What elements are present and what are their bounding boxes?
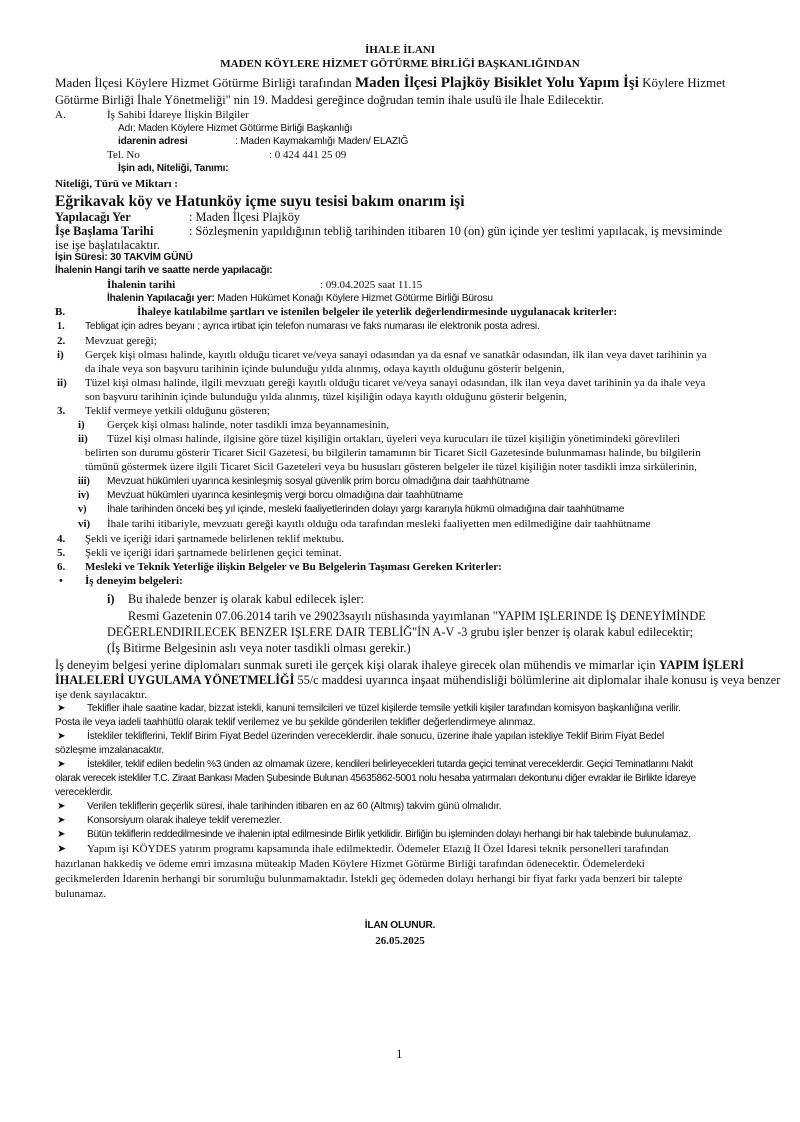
item-number: i) [78, 419, 85, 431]
start-value: : Sözleşmenin yapıldığının tebliğ tarihinden itibaren 10 (on) gün içinde yer teslimi yapılacak, iş mevsiminde [189, 224, 723, 238]
item-text: Gerçek kişi olması halinde, kayıtlı olduğu ticaret ve/veya sanayi odasından ya da esnaf ve sanatkâr odasından, ilk ilan veya davet tarihinin ya [85, 349, 707, 361]
note-item [57, 704, 681, 714]
place-label: Yapılacağı Yer [55, 210, 131, 224]
item-text: Teklif vermeye yetkili olduğunu gösteren; [85, 405, 270, 417]
note-text: Posta ile veya iadeli taahhütlü olarak teklif verilemez ve bu şekilde gönderilen teklifler değerlendirmeye alınmaz. [55, 717, 536, 728]
item-text: Şekli ve içeriği idari şartnamede belirlenen teklif mektubu. [85, 533, 345, 545]
work-name-label: İşin adı, Niteliği, Tanımı: [118, 163, 229, 174]
document-title: İHALE İLANI [365, 44, 435, 56]
note-item [57, 732, 664, 742]
note-text: Bütün tekliflerin reddedilmesinde ve ihalenin iptal edilmesinde Birlik yetkilidir. Birliğin bu işleminden dolayı herhangi bir hak talebinde bulunulamaz. [87, 829, 691, 840]
item-number: ii) [78, 433, 88, 445]
item-text: Mesleki ve Teknik Yeterliğe ilişkin Belgeler ve Bu Belgelerin Taşıması Gereken Kriterler: [85, 561, 502, 573]
item-text: tümünü göstermek üzere ilgili Ticaret Sicil Gazeteleri veya bu hususları gösteren belgeler ile tüzel kişiliğin noter tasdikli imza sirkülerinin, [85, 461, 697, 473]
item-number: i) [107, 592, 115, 606]
gazette-text: (İş Bitirme Belgesinin aslı veya noter tasdikli olması gerekir.) [107, 641, 411, 655]
item-text: Mevzuat gereği; [85, 335, 157, 347]
item-text: İş deneyim belgeleri: [85, 575, 183, 587]
tender-place-label: İhalenin Yapılacağı yer: [107, 293, 215, 304]
item-number: 6. [57, 561, 66, 573]
arrow-bullet-icon: ➤ [57, 815, 66, 826]
gazette-text: DEĞERLENDIRILECEK BENZER IŞLERE DAIR TEBLİĞ"İN A-V -3 grubu işler benzer iş olarak kabul edilecektir; [107, 625, 694, 639]
note-item [57, 760, 693, 770]
item-number: i) [57, 349, 64, 361]
item-number: 5. [57, 547, 66, 559]
note-text: Verilen tekliflerin geçerlik süresi, ihale tarihinden itibaren en az 60 (Altmış) takvim günü olmalıdır. [87, 801, 502, 812]
section-a-heading: İş Sahibi İdareye İlişkin Bilgiler [107, 109, 249, 121]
note-text: Yapım işi KÖYDES yatırım programı kapsamında ihale edilmektedir. Ödemeler Elazığ İl Özel İdaresi teknik personelleri tarafından [87, 843, 669, 855]
note-text: olarak verecek istekliler T.C. Ziraat Bankası Maden Şubesinde Bulunan 45635862-5001 nolu hesaba yatırmaları dekontunu diğer evraklar ile Birlikte İdareye [55, 773, 696, 784]
note-text: hazırlanan hakkediş ve ödeme emri imzasına müteakip Maden Köylere Hizmet Götürme Birliği tarafından ödenecektir. Ödemelerdeki [55, 858, 645, 870]
item-number: 4. [57, 533, 66, 545]
intro-text: Maden İlçesi Köylere Hizmet Götürme Birliği tarafından [55, 75, 355, 90]
item-number: 2. [57, 335, 66, 347]
item-text: Mevzuat hükümleri uyarınca kesinleşmiş sosyal güvenlik prim borcu olmadığına dair taahhütname [107, 476, 530, 487]
experience-text-part: İş deneyim belgesi yerine diplomaları sunmak sureti ile gerçek kişi olarak ihaleye girecek olan mühendis ve mimarlar için [55, 658, 659, 672]
tel-value: : 0 424 441 25 09 [269, 149, 347, 161]
note-item [57, 802, 501, 812]
item-text: belirten son durumu gösterir Ticaret Sicil Gazetesi, bu bilgilerin tamamının bir Ticaret Sicil Gazetesinde bulunmaması halinde, bu bilgilerin [85, 447, 701, 459]
page-number: 1 [396, 1046, 403, 1061]
work-title: Eğrikavak köy ve Hatunköy içme suyu tesisi bakım onarım işi [55, 193, 465, 210]
gazette-text: Resmi Gazetenin 07.06.2014 tarih ve 29023sayılı nüshasında yayımlanan "YAPIM IŞLERINDE İŞ DENEYİMİNDE [128, 609, 706, 623]
authority-name: Adı: Maden Köylere Hizmet Götürme Birliği Başkanlığı [118, 123, 353, 134]
tender-date-value: : 09.04.2025 saat 11.15 [320, 279, 423, 291]
note-text: Teklifler ihale saatine kadar, bizzat istekli, kanuni temsilcileri ve tüzel kişilerde temsile yetkili kişiler tarafından komisyon başkanlığına verilir. [87, 703, 681, 714]
item-number: ii) [57, 377, 67, 389]
start-value-cont: ise işe başlatılacaktır. [55, 238, 160, 252]
document-subtitle: MADEN KÖYLERE HİZMET GÖTÜRME BİRLİĞİ BAŞKANLIĞINDAN [220, 58, 580, 70]
address-value: : Maden Kaymakamlığı Maden/ ELAZIĞ [235, 136, 409, 147]
section-b-marker: B. [55, 306, 66, 318]
arrow-bullet-icon: ➤ [57, 703, 66, 714]
arrow-bullet-icon: ➤ [57, 731, 66, 742]
item-text: da ihale veya son başvuru tarihinin içinde bulunduğu yılda alınmış, odaya kayıtlı olduğunu gösterir belgenin, [85, 363, 565, 375]
note-item [57, 830, 691, 840]
note-text: İstekliler tekliflerini, Teklif Birim Fiyat Bedel üzerinden vereceklerdir. ihale sonucu, üzerine ihale yapılan istekliye Teklif Birim Fiyat Bedel [87, 731, 665, 742]
item-text: Tüzel kişi olması halinde, ilgili mevzuatı gereği kayıtlı olduğu ticaret ve/veya sanayi odasından, ilk ilan veya davet tarihinin ya da ihale veya [85, 377, 706, 389]
intro-text-cont: Köylere Hizmet [638, 75, 726, 90]
item-number: iii) [78, 476, 90, 487]
bullet-icon: • [59, 575, 63, 587]
item-number: v) [78, 504, 87, 515]
start-label: İşe Başlama Tarihi [55, 224, 154, 238]
item-number: iv) [78, 490, 90, 501]
intro-line-1 [55, 76, 726, 91]
tender-place [107, 294, 493, 304]
address-label: idarenin adresi [118, 136, 188, 147]
item-text: son başvuru tarihinin içinde bulunduğu yılda alınmış, tüzel kişiliğin odaya kayıtlı olduğunu gösterir belgenin, [85, 391, 567, 403]
note-text: bulunamaz. [55, 888, 107, 900]
note-text: sözleşme imzalanacaktır. [55, 745, 165, 756]
arrow-bullet-icon: ➤ [57, 843, 67, 855]
item-text: İhale tarihi itibariyle, mevzuatı gereği kayıtlı olduğu oda tarafından mesleki faaliyetten men edilmediğine dair taahhütname [107, 518, 651, 530]
note-text: İstekliler, teklif edilen bedelin %3 ünden az olmamak üzere, kendileri belirleyecekleri tutarda geçici teminat vereceklerdir. Geçici Teminatlarını Nakit [87, 759, 693, 770]
item-text: Şekli ve içeriği idari şartnamede belirlenen geçici teminat. [85, 547, 342, 559]
note-item [57, 816, 282, 826]
arrow-bullet-icon: ➤ [57, 759, 66, 770]
section-a-marker: A. [55, 109, 66, 121]
item-number: vi) [78, 518, 91, 530]
project-name: Maden İlçesi Plajköy Bisiklet Yolu Yapım İşi [354, 75, 639, 91]
item-text: Tebligat için adres beyanı ; ayrıca irtibat için telefon numarası ve faks numarası ile elektronik posta adresi. [85, 321, 540, 332]
item-number: 1. [57, 321, 65, 332]
announcement-date: 26.05.2025 [375, 935, 425, 947]
experience-text: işe denk sayılacaktır. [55, 689, 147, 701]
item-number: 3. [57, 405, 66, 417]
work-duration: İşin Süresi: 30 TAKVİM GÜNÜ [55, 252, 193, 263]
intro-line-2: Götürme Birliği İhale Yönetmeliği" nin 19. Maddesi gereğince doğrudan temin ihale usulü ile İhale Edilecektir. [55, 93, 604, 107]
note-text: Konsorsiyum olarak ihaleye teklif veremezler. [87, 815, 282, 826]
section-b-heading: İhaleye katılabilme şartları ve istenilen belgeler ile yeterlik değerlendirmesinde uygulanacak kriterler: [137, 306, 618, 318]
experience-text-part: 55/c maddesi uyarınca inşaat mühendisliği bölümlerine ait diplomalar ihale konusu iş veya benzer [294, 673, 781, 687]
item-text: Tüzel kişi olması halinde, ilgisine göre tüzel kişiliğin ortakları, üyeleri veya kurucuları ile tüzel kişiliğin yönetimindeki görevlileri [107, 433, 681, 445]
item-text: Gerçek kişi olması halinde, noter tasdikli imza beyannamesinin, [107, 419, 389, 431]
tender-place-value: Maden Hükümet Konağı Köylere Hizmet Götürme Birliği Bürosu [214, 293, 493, 304]
note-text: gecikmelerden İdarenin herhangi bir sorumluğu bulunmamaktadır. İstekli geç ödemeden dolayı herhangi bir fiyat farkı yada benzeri bir talepte [55, 873, 683, 885]
regulation-name: İHALELERİ UYGULAMA YÖNETMELİĞİ [55, 673, 295, 687]
experience-text [55, 674, 780, 686]
item-text: İhale tarihinden önceki beş yıl içinde, mesleki faaliyetlerinden dolayı yargı kararıyla hükmü olmadığına dair taahhütname [107, 504, 625, 515]
note-text: vereceklerdir. [55, 787, 113, 798]
item-text: Mevzuat hükümleri uyarınca kesinleşmiş vergi borcu olmadığına dair taahhütname [107, 490, 463, 501]
arrow-bullet-icon: ➤ [57, 801, 66, 812]
experience-text [55, 659, 744, 671]
regulation-name: YAPIM İŞLERİ [658, 658, 745, 672]
tender-date-label: İhalenin tarihi [107, 279, 176, 291]
place-value: : Maden İlçesi Plajköy [189, 210, 300, 224]
tender-when-where-label: İhalenin Hangi tarih ve saatte nerde yapılacağı: [55, 265, 273, 276]
nature-label: Niteliği, Türü ve Miktarı : [55, 178, 178, 190]
announcement-closing: İLAN OLUNUR. [364, 920, 436, 931]
item-text: Bu ihalede benzer iş olarak kabul edilecek işler: [128, 592, 364, 606]
arrow-bullet-icon: ➤ [57, 829, 66, 840]
note-item [57, 844, 669, 855]
tel-label: Tel. No [107, 149, 140, 161]
